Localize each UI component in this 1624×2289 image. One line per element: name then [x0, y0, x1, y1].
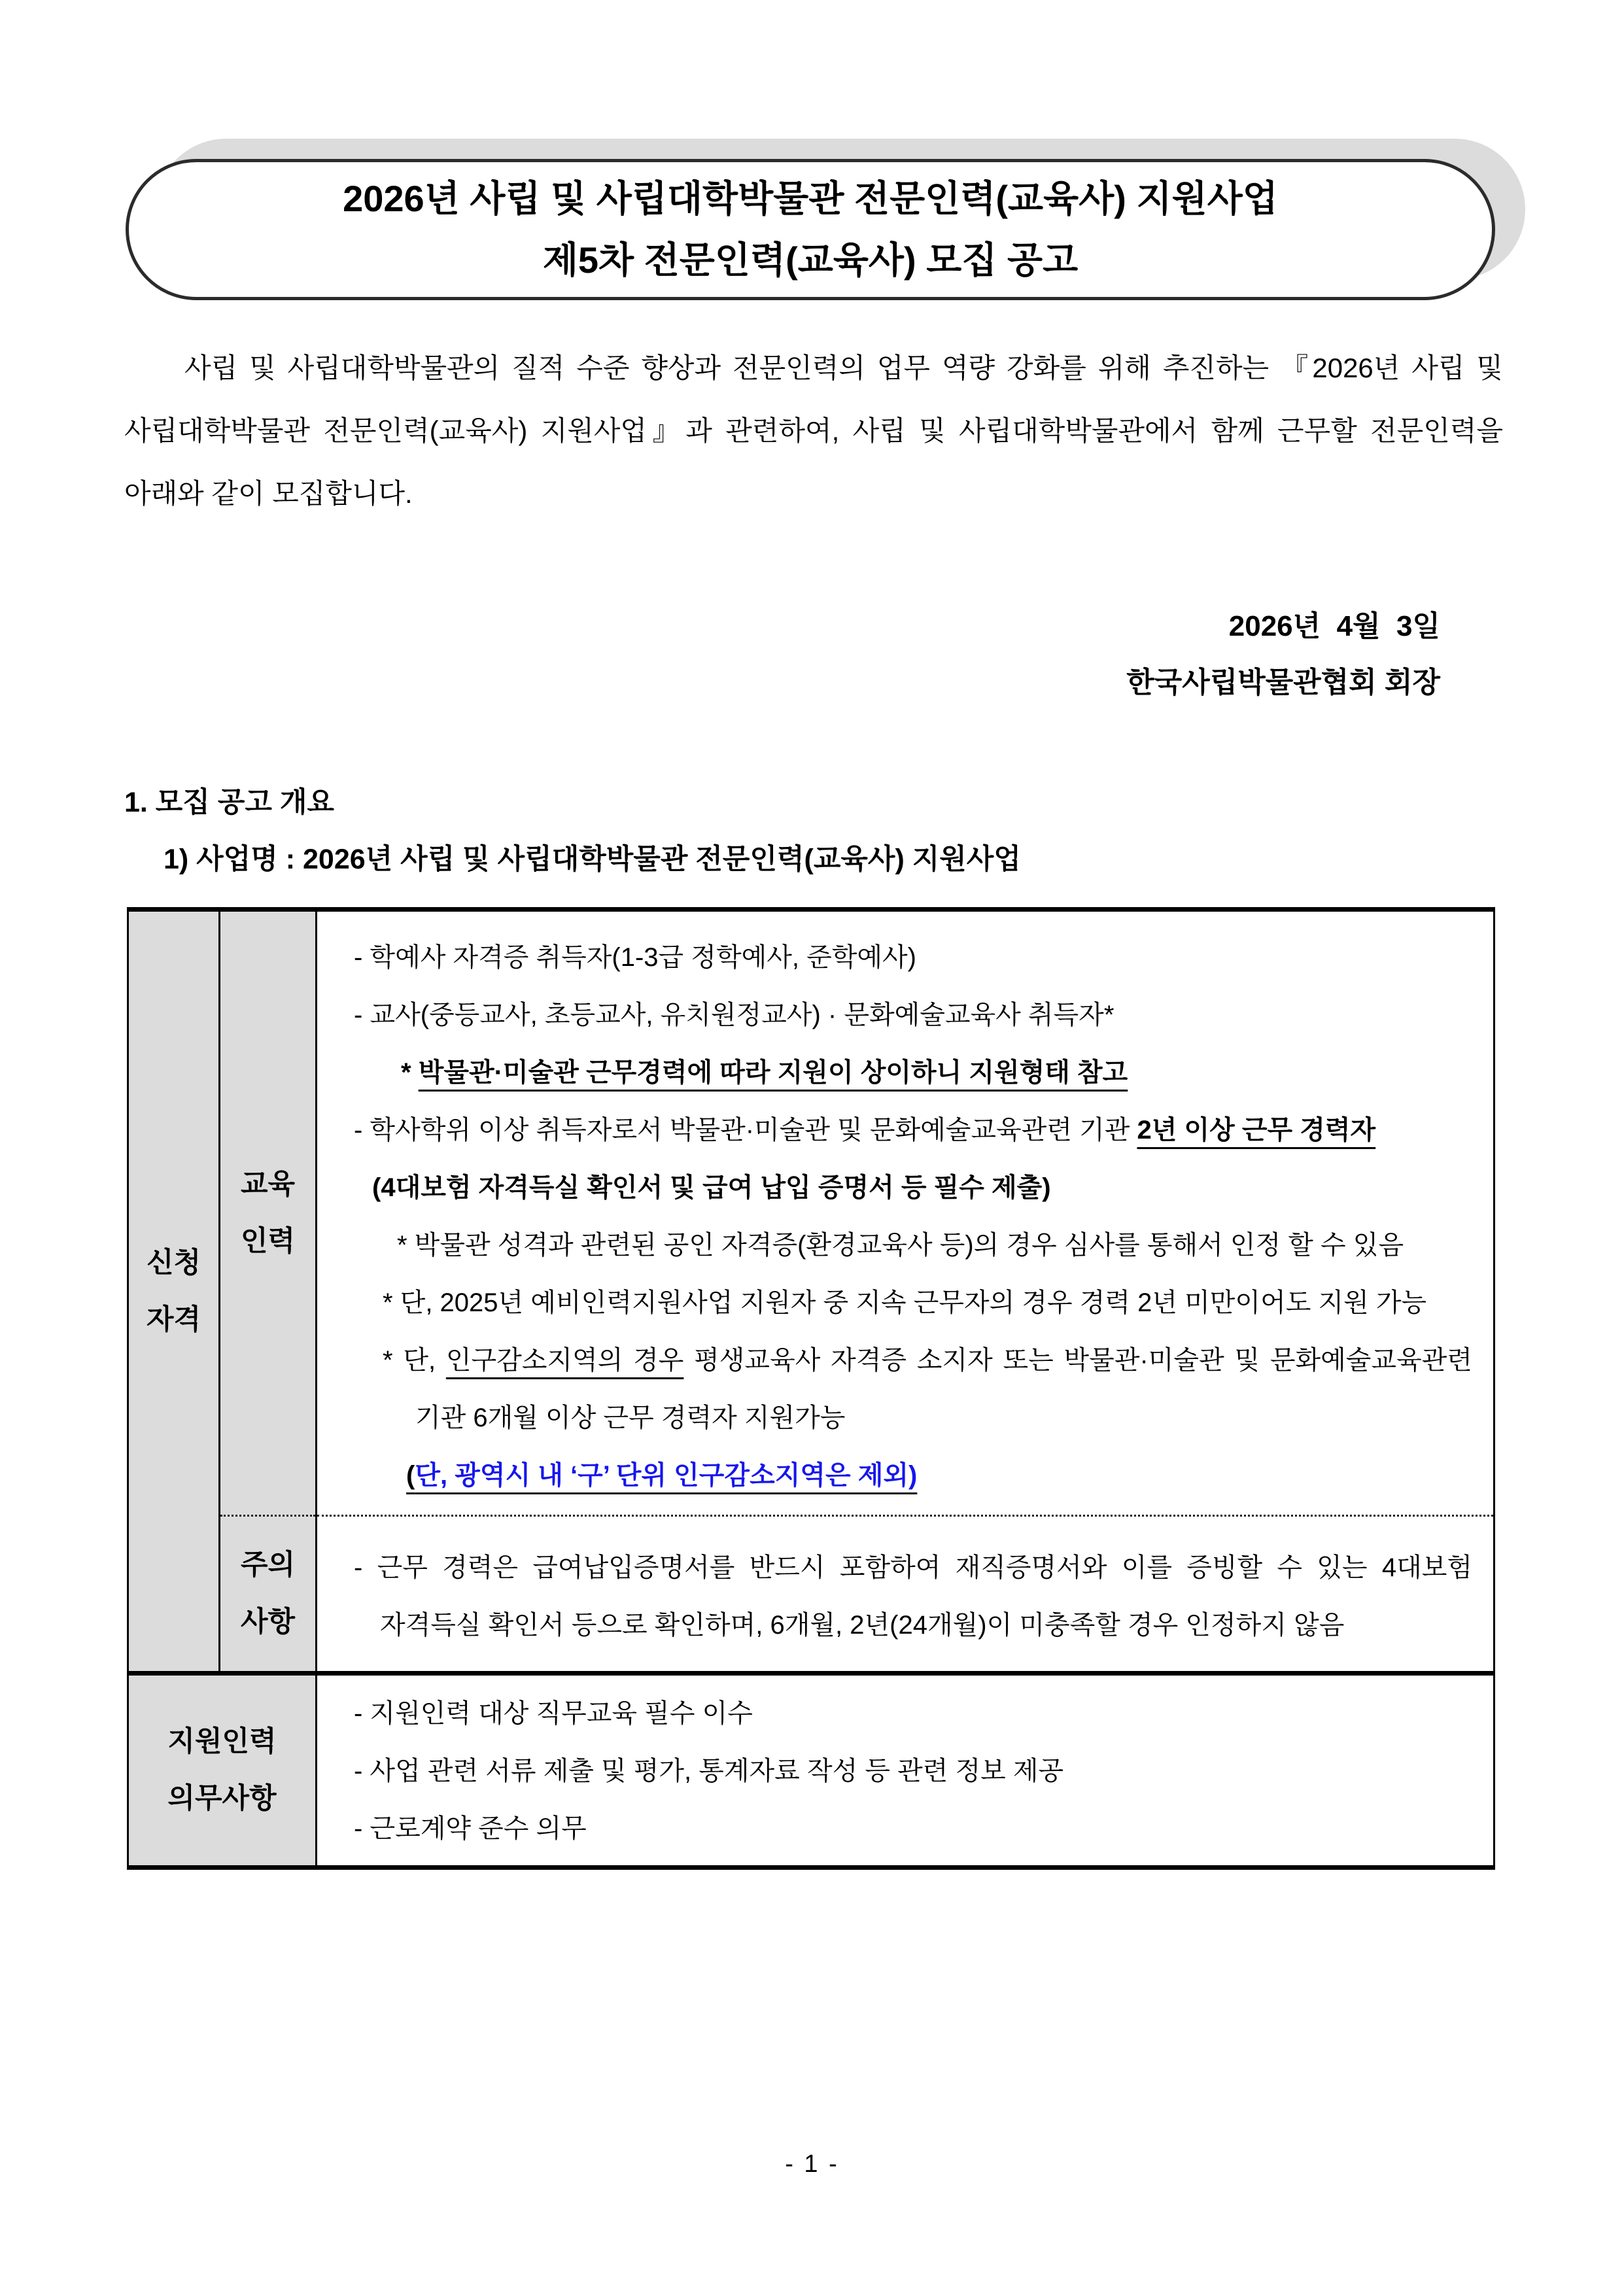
date-block — [124, 598, 1503, 711]
title-line-2: 제5차 전문인력(교육사) 모집 공고 — [542, 239, 1079, 281]
label-text: 자격 — [146, 1303, 201, 1335]
item-text: 평생교육사 자격증 소지자 또는 박물관·미술관 및 문화예술교육관련 기관 6개월 이상 근무 경력자 지원가능 — [415, 1346, 1472, 1432]
label-text: 주의 — [240, 1549, 296, 1581]
list-item — [338, 1044, 1472, 1101]
list-item: - 교사(중등교사, 초등교사, 유치원정교사) · 문화예술교육사 취득자* — [354, 1001, 1114, 1029]
label-text: 지원인력 — [167, 1726, 277, 1757]
list-item — [338, 1101, 1472, 1159]
table-row-caution — [128, 1516, 1494, 1674]
page-content — [0, 159, 1624, 1870]
title-line-1: 2026년 사립 및 사립대학박물관 전문인력(교육사) 지원사업 — [343, 178, 1278, 219]
blue-underlined-text: 단, 광역시 내 ‘구’ 단위 인구감소지역은 제외) — [415, 1461, 918, 1490]
announcement-date: 2026년 4월 3일 — [1228, 610, 1440, 642]
row-label-duty — [128, 1674, 317, 1868]
list-item: * 단, 2025년 예비인력지원사업 지원자 중 지속 근무자의 경우 경력 2년 미만이어도 지원 가능 — [383, 1288, 1427, 1317]
list-item: - 지원인력 대상 직무교육 필수 이수 — [354, 1699, 753, 1728]
table-row-duty — [128, 1674, 1494, 1868]
section-heading: 1. 모집 공고 개요 — [124, 787, 334, 818]
underlined-text: 박물관·미술관 근무경력에 따라 지원이 상이하니 지원형태 참고 — [418, 1058, 1128, 1087]
label-text: 인력 — [240, 1226, 296, 1257]
list-item: - 학예사 자격증 취득자(1-3급 정학예사, 준학예사) — [354, 943, 916, 972]
bold-underlined-text: 2년 이상 근무 경력자 — [1137, 1116, 1376, 1144]
underlined-text: 인구감소지역의 경우 — [445, 1346, 684, 1375]
duty-cell — [317, 1674, 1494, 1868]
list-item: * 박물관 성격과 관련된 공인 자격증(환경교육사 등)의 경우 심사를 통해서 인정 할 수 있음 — [397, 1231, 1404, 1260]
caution-cell — [317, 1516, 1494, 1674]
row-label-caution — [220, 1516, 317, 1674]
list-item — [338, 1447, 1472, 1504]
education-requirements-cell — [317, 910, 1494, 1516]
issuer-name: 한국사립박물관협회 회장 — [1126, 666, 1440, 698]
title-box — [126, 159, 1495, 300]
list-item: - 사업 관련 서류 제출 및 평가, 통계자료 작성 등 관련 정보 제공 — [354, 1757, 1064, 1785]
row-label-applicant — [128, 910, 220, 1674]
item-prefix: * — [401, 1058, 419, 1087]
list-item — [338, 1332, 1472, 1447]
section-subheading: 1) 사업명 : 2026년 사립 및 사립대학박물관 전문인력(교육사) 지원사업 — [164, 844, 1021, 875]
item-text: - 학사학위 이상 취득자로서 박물관·미술관 및 문화예술교육관련 기관 — [354, 1116, 1137, 1144]
label-text: 사항 — [240, 1606, 296, 1638]
row-label-education — [220, 910, 317, 1516]
page-number: - 1 - — [785, 2150, 839, 2178]
list-item: - 근로계약 준수 의무 — [354, 1814, 587, 1843]
item-prefix: * 단, — [383, 1346, 446, 1375]
table-row-education — [128, 910, 1494, 1516]
list-item: (4대보험 자격득실 확인서 및 급여 납입 증명서 등 필수 제출) — [372, 1173, 1051, 1202]
open-paren: ( — [406, 1461, 415, 1490]
label-text: 의무사항 — [167, 1783, 277, 1814]
list-item: - 근무 경력은 급여납입증명서를 반드시 포함하여 재직증명서와 이를 증빙할 수 있는 4대보험 자격득실 확인서 등으로 확인하며, 6개월, 2년(24개월)이 미충족할 경우 인정하지 않음 — [354, 1553, 1472, 1640]
eligibility-table — [127, 907, 1495, 1870]
label-text: 교육 — [240, 1169, 296, 1200]
label-text: 신청 — [146, 1247, 201, 1279]
intro-paragraph: 사립 및 사립대학박물관의 질적 수준 향상과 전문인력의 업무 역량 강화를 위해 추진하는 『2026년 사립 및 사립대학박물관 전문인력(교육사) 지원사업』과 관련하여, 사립 및 사립대학박물관에서 함께 근무할 전문인력을 아래와 같이 모집합니다. — [124, 353, 1503, 509]
